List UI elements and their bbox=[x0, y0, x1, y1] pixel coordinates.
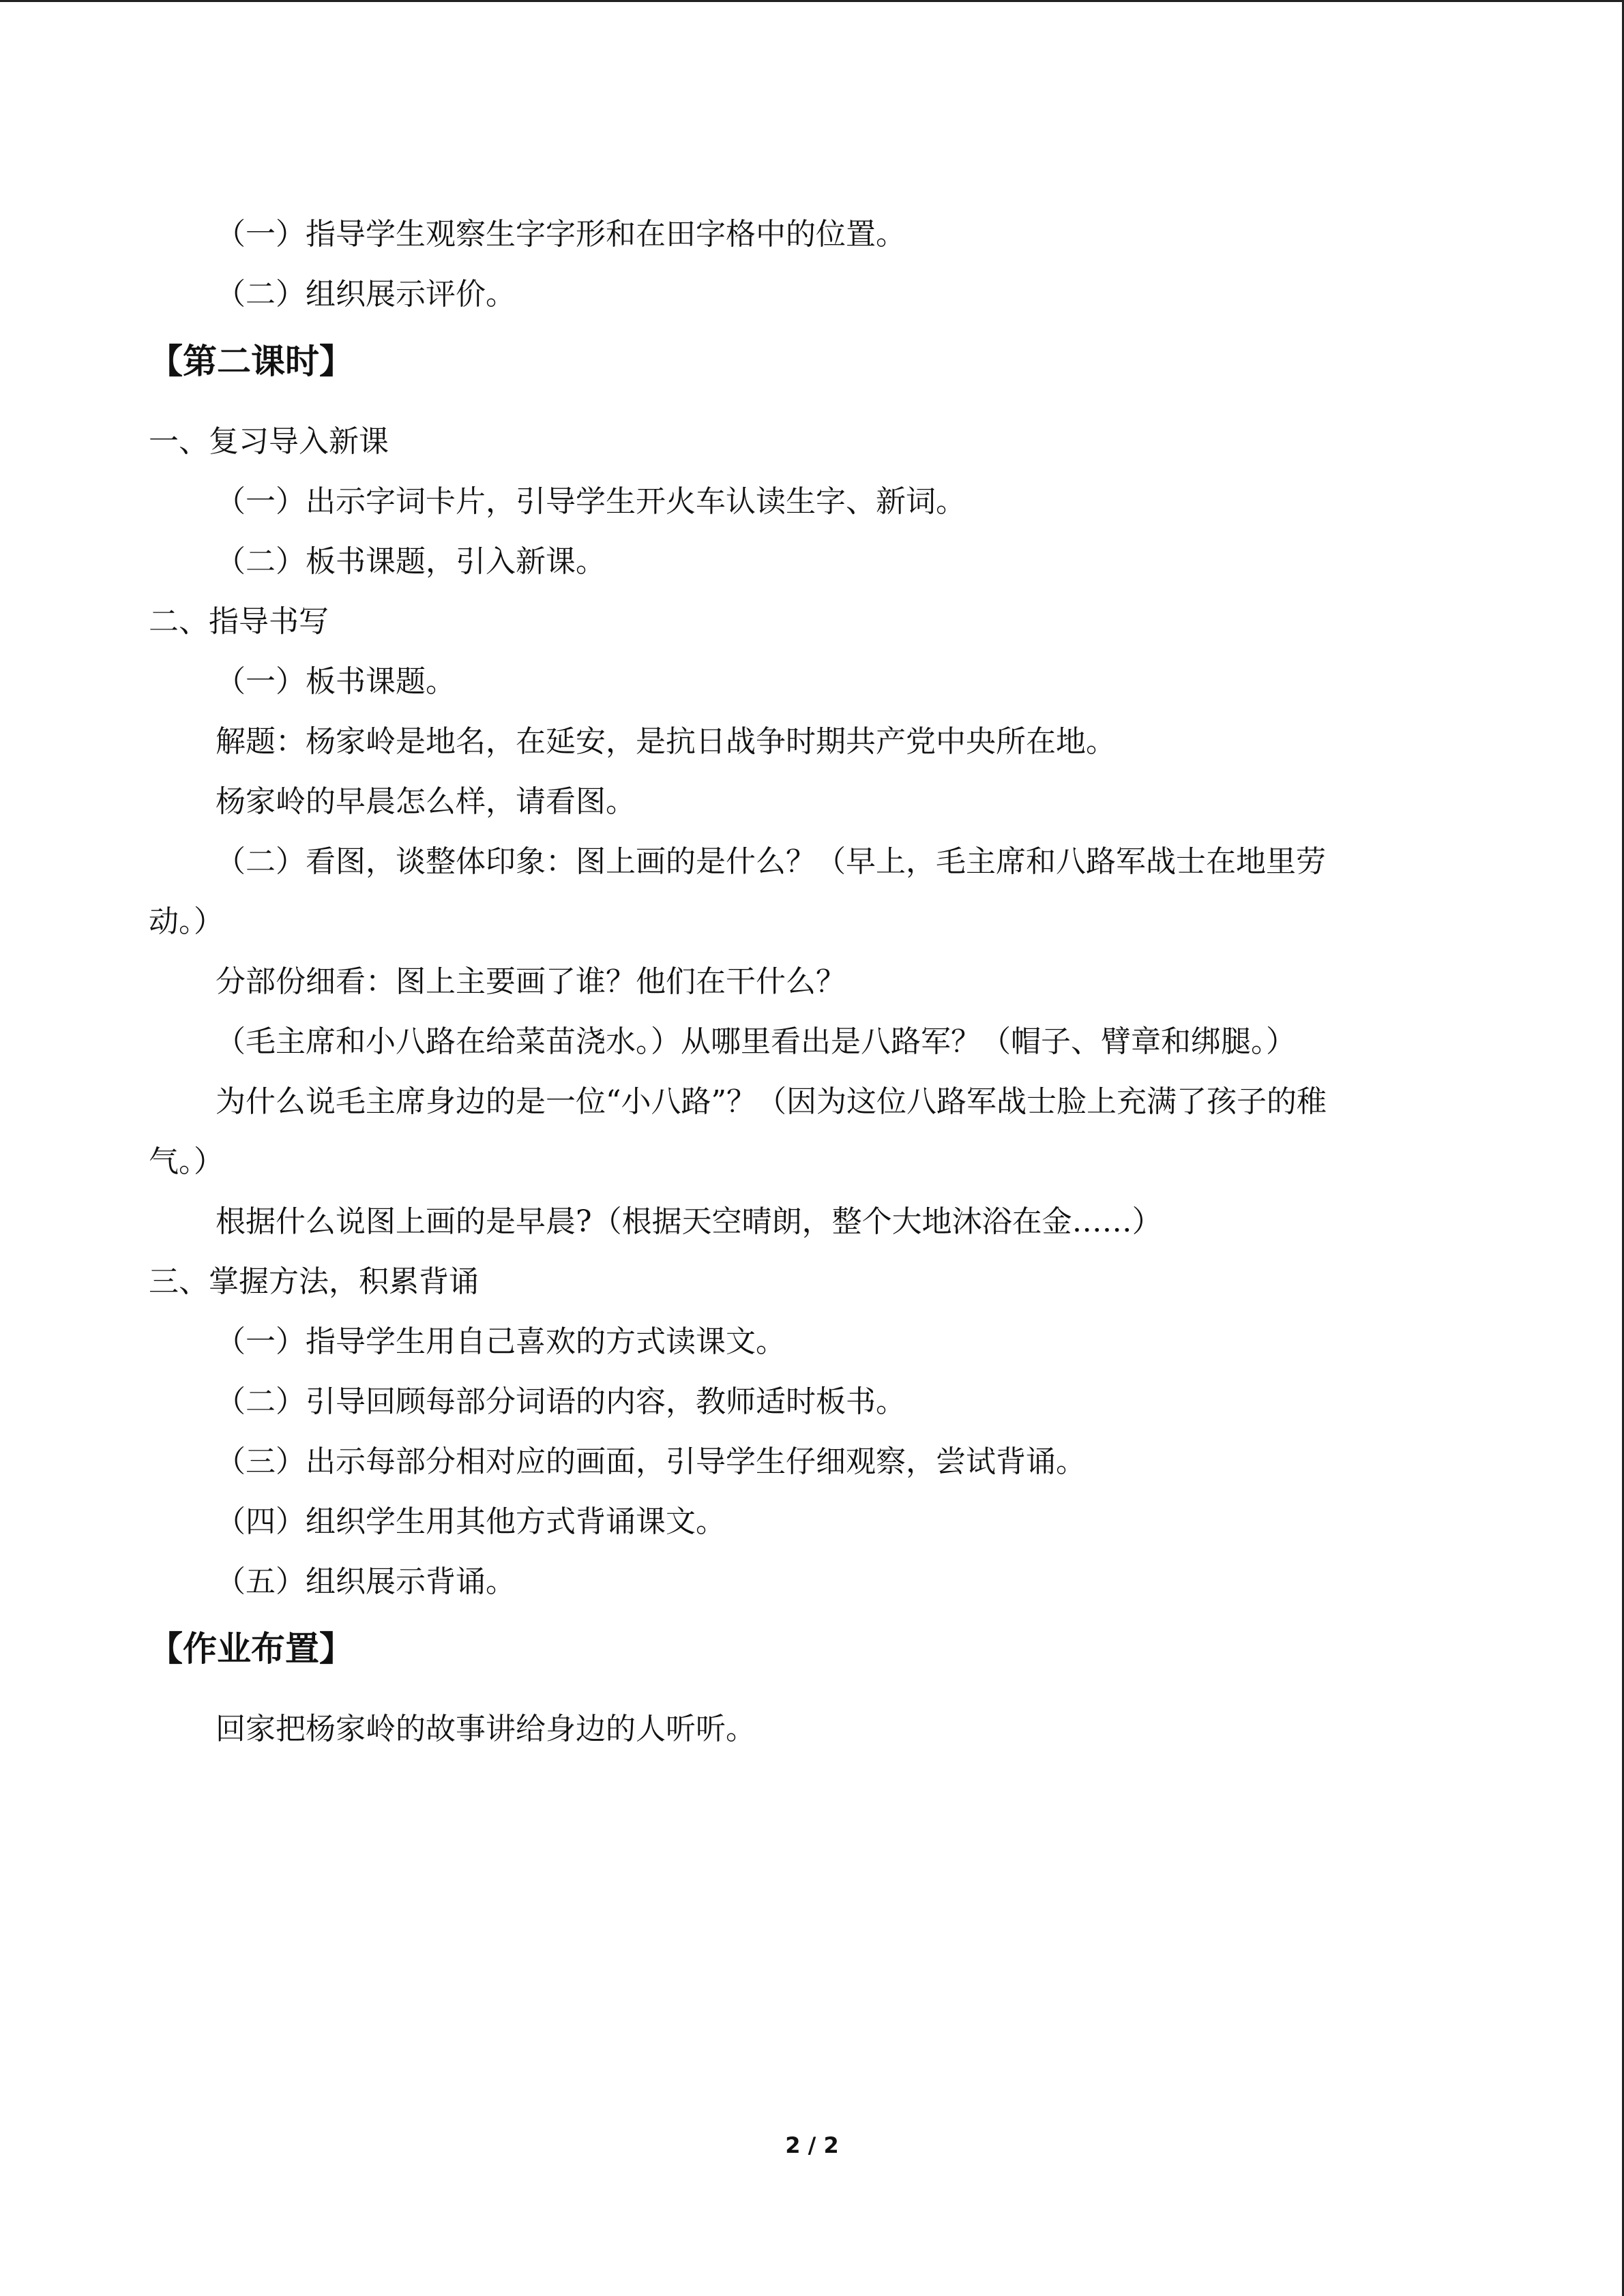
paragraph-line: （二）看图，谈整体印象：图上画的是什么？（早上，毛主席和八路军战士在地里劳 bbox=[216, 844, 1326, 879]
paragraph-line: （四）组织学生用其他方式背诵课文。 bbox=[216, 1504, 726, 1539]
paragraph-line: 为什么说毛主席身边的是一位“小八路”？（因为这位八路军战士脸上充满了孩子的稚 bbox=[216, 1084, 1327, 1119]
paragraph-line-continued: 气。） bbox=[149, 1144, 224, 1179]
outline-heading: 三、掌握方法，积累背诵 bbox=[149, 1264, 479, 1299]
paragraph-line: （一）板书课题。 bbox=[216, 664, 456, 699]
paragraph-line: 根据什么说图上画的是早晨?（根据天空晴朗，整个大地沐浴在金……） bbox=[216, 1204, 1162, 1239]
paragraph-line: 杨家岭的早晨怎么样，请看图。 bbox=[216, 784, 636, 819]
section-heading-homework: 【作业布置】 bbox=[149, 1628, 353, 1669]
paragraph-line: （五）组织展示背诵。 bbox=[216, 1564, 516, 1599]
page-number: 2 / 2 bbox=[785, 2132, 839, 2158]
outline-heading: 一、复习导入新课 bbox=[149, 424, 389, 459]
top-border-line bbox=[0, 0, 1624, 2]
section-heading-lesson-two: 【第二课时】 bbox=[149, 341, 353, 381]
paragraph-line-continued: 动。） bbox=[149, 904, 224, 939]
outline-heading: 二、指导书写 bbox=[149, 604, 329, 639]
paragraph-line: （二）板书课题，引入新课。 bbox=[216, 544, 606, 579]
paragraph-line: （三）出示每部分相对应的画面，引导学生仔细观察，尝试背诵。 bbox=[216, 1444, 1086, 1479]
paragraph-line: （一）出示字词卡片，引导学生开火车认读生字、新词。 bbox=[216, 484, 966, 519]
paragraph-line: 回家把杨家岭的故事讲给身边的人听听。 bbox=[216, 1712, 756, 1746]
paragraph-line: （毛主席和小八路在给菜苗浇水。）从哪里看出是八路军？（帽子、臂章和绑腿。） bbox=[216, 1024, 1296, 1059]
paragraph-line: 分部份细看：图上主要画了谁？他们在干什么？ bbox=[216, 964, 846, 999]
paragraph-line: （二）引导回顾每部分词语的内容，教师适时板书。 bbox=[216, 1384, 906, 1419]
paragraph-line: （一）指导学生用自己喜欢的方式读课文。 bbox=[216, 1324, 786, 1359]
paragraph-line: （一）指导学生观察生字字形和在田字格中的位置。 bbox=[216, 217, 906, 252]
paragraph-line: （二）组织展示评价。 bbox=[216, 277, 516, 312]
paragraph-line: 解题：杨家岭是地名，在延安，是抗日战争时期共产党中央所在地。 bbox=[216, 724, 1116, 759]
